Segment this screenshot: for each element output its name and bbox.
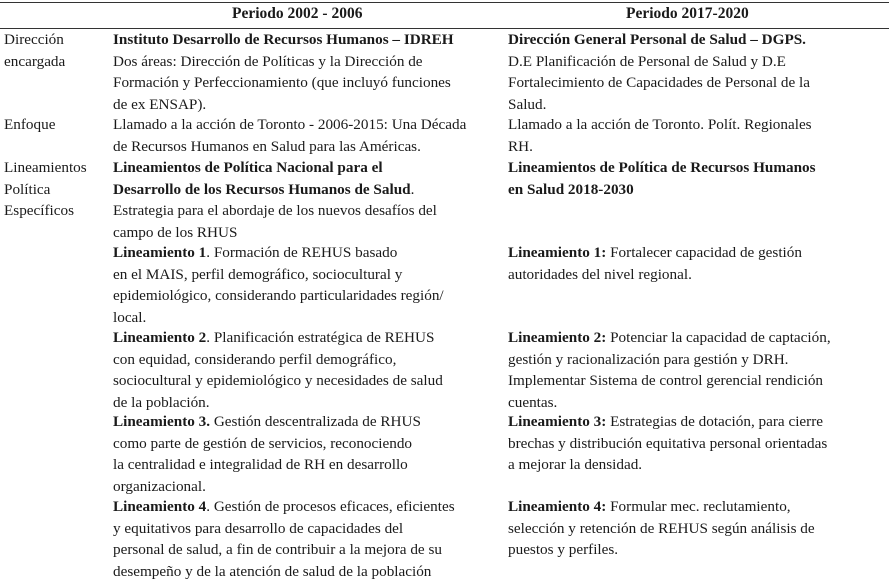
lineamiento-label: Lineamiento 3: xyxy=(508,413,606,430)
cell-direccion-2002 xyxy=(113,29,505,115)
lineamiento-3-2002 xyxy=(113,411,505,497)
text-line: Implementar Sistema de control gerencial rendición xyxy=(508,370,889,392)
row-label-direccion xyxy=(4,29,108,72)
header-periodo-2017-2020: Periodo 2017-2020 xyxy=(626,5,749,23)
cell-enfoque-2017 xyxy=(508,114,889,157)
text-line: la centralidad e integralidad de RH en desarrollo xyxy=(113,454,505,476)
text-line: Fortalecimiento de Capacidades de Personal de la xyxy=(508,72,889,94)
text-line: local. xyxy=(113,307,505,329)
table-top-rule xyxy=(0,2,889,3)
text-line: cuentas. xyxy=(508,392,889,414)
lineamiento-4-2002 xyxy=(113,496,505,582)
cell-direccion-2017 xyxy=(508,29,889,115)
row-label-lineamientos xyxy=(4,157,108,222)
text-line: Llamado a la acción de Toronto. Polít. Regionales xyxy=(508,114,889,136)
text-line: D.E Planificación de Personal de Salud y D.E xyxy=(508,51,889,73)
text-line: RH. xyxy=(508,136,889,158)
label-line: Lineamientos xyxy=(4,157,108,179)
text-line: organizacional. xyxy=(113,476,505,498)
text-line: con equidad, considerando perfil demográfico, xyxy=(113,349,505,371)
institution-name: Dirección General Personal de Salud – DGPS. xyxy=(508,29,889,51)
cell-lineamientos-2017 xyxy=(508,157,889,200)
lineamiento-3-2017 xyxy=(508,411,889,476)
lineamiento-2-2017 xyxy=(508,327,889,413)
text-line: de Recursos Humanos en Salud para las Américas. xyxy=(113,136,505,158)
cell-enfoque-2002 xyxy=(113,114,505,157)
text-line: Formación y Perfeccionamiento (que incluyó funciones xyxy=(113,72,505,94)
text-line: Formular mec. reclutamiento, xyxy=(606,498,790,515)
text-line: . Gestión de procesos eficaces, eficientes xyxy=(206,498,454,515)
cell-lineamientos-2002 xyxy=(113,157,505,243)
policy-title: en Salud 2018-2030 xyxy=(508,179,889,201)
label-line: Dirección xyxy=(4,29,108,51)
policy-title: Lineamientos de Política Nacional para el xyxy=(113,157,505,179)
label-line: Política xyxy=(4,179,108,201)
lineamiento-label: Lineamiento 1 xyxy=(113,244,206,261)
label-line: encargada xyxy=(4,51,108,73)
text-line: Estrategias de dotación, para cierre xyxy=(606,413,823,430)
institution-name: Instituto Desarrollo de Recursos Humanos – IDREH xyxy=(113,29,505,51)
text-line: Llamado a la acción de Toronto - 2006-2015: Una Década xyxy=(113,114,505,136)
lineamiento-label: Lineamiento 4: xyxy=(508,498,606,515)
text-line: gestión y racionalización para gestión y DRH. xyxy=(508,349,889,371)
label-line: Enfoque xyxy=(4,114,108,136)
text-line: puestos y perfiles. xyxy=(508,539,889,561)
text-line: Potenciar la capacidad de captación, xyxy=(606,329,830,346)
text-line: Gestión descentralizada de RHUS xyxy=(210,413,421,430)
policy-title-tail: . xyxy=(411,181,415,198)
label-line: Específicos xyxy=(4,200,108,222)
lineamiento-label: Lineamiento 4 xyxy=(113,498,206,515)
text-line: Salud. xyxy=(508,94,889,116)
lineamiento-1-2017 xyxy=(508,242,889,285)
lineamiento-1-2002 xyxy=(113,242,505,328)
text-line: Estrategia para el abordaje de los nuevos desafíos del xyxy=(113,200,505,222)
text-line: como parte de gestión de servicios, reconociendo xyxy=(113,433,505,455)
text-line: personal de salud, a fin de contribuir a la mejora de su xyxy=(113,539,505,561)
text-line: de ex ENSAP). xyxy=(113,94,505,116)
text-line: desempeño y de la atención de salud de la población xyxy=(113,561,505,582)
text-line: campo de los RHUS xyxy=(113,222,505,244)
text-line: y equitativos para desarrollo de capacidades del xyxy=(113,518,505,540)
text-line: . Planificación estratégica de REHUS xyxy=(206,329,434,346)
lineamiento-label: Lineamiento 3. xyxy=(113,413,210,430)
text-line: . Formación de REHUS basado xyxy=(206,244,397,261)
header-periodo-2002-2006: Periodo 2002 - 2006 xyxy=(232,5,362,23)
lineamiento-2-2002 xyxy=(113,327,505,413)
lineamiento-label: Lineamiento 2: xyxy=(508,329,606,346)
text-line: Fortalecer capacidad de gestión xyxy=(606,244,802,261)
text-line: a mejorar la densidad. xyxy=(508,454,889,476)
text-line: autoridades del nivel regional. xyxy=(508,264,889,286)
lineamiento-label: Lineamiento 2 xyxy=(113,329,206,346)
lineamiento-4-2017 xyxy=(508,496,889,561)
lineamiento-label: Lineamiento 1: xyxy=(508,244,606,261)
text-line: de la población. xyxy=(113,392,505,414)
text-line: epidemiológico, considerando particularidades región/ xyxy=(113,285,505,307)
policy-title: Desarrollo de los Recursos Humanos de Salud xyxy=(113,181,411,198)
text-line: en el MAIS, perfil demográfico, sociocultural y xyxy=(113,264,505,286)
text-line: brechas y distribución equitativa personal orientadas xyxy=(508,433,889,455)
text-line: selección y retención de REHUS según análisis de xyxy=(508,518,889,540)
row-label-enfoque xyxy=(4,114,108,136)
text-line: sociocultural y epidemiológico y necesidades de salud xyxy=(113,370,505,392)
text-line: Dos áreas: Dirección de Políticas y la Dirección de xyxy=(113,51,505,73)
policy-title: Lineamientos de Política de Recursos Humanos xyxy=(508,157,889,179)
